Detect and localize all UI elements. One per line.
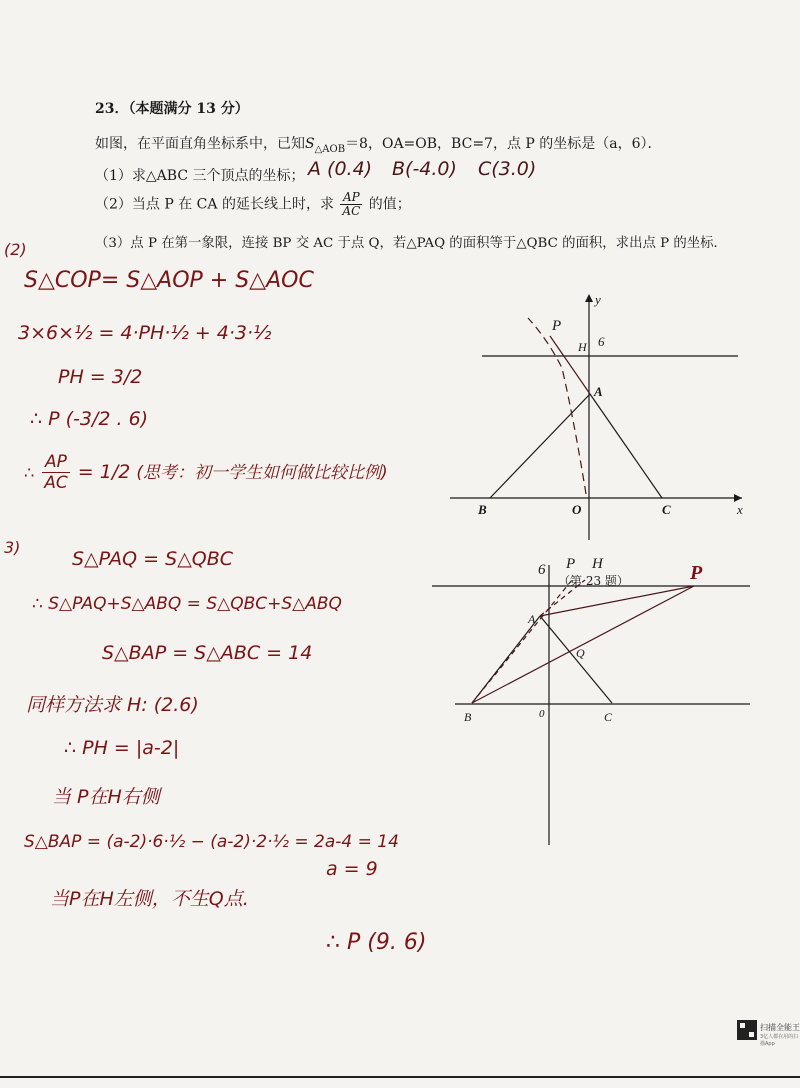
part2-line5: ∴ $\frac{AP}{AC}$ = 1/2 (思考：初一学生如何做比较比例) <box>24 452 388 493</box>
part2-frac-num: AP <box>42 452 70 473</box>
fig1-label-a: A <box>594 384 603 399</box>
fig2-label-p-right: P <box>690 562 703 584</box>
fig1-label-h: H <box>578 340 587 354</box>
fig2-label-q: Q <box>576 646 585 660</box>
figure-1 <box>450 294 742 540</box>
watermark-text: 扫描全能王 <box>760 1023 800 1032</box>
fig2-label-c: C <box>604 710 613 724</box>
q2-denominator: AC <box>342 204 361 218</box>
part3-l3: S△BAP = S△ABC = 14 <box>102 642 313 664</box>
fig2-label-6: 6 <box>538 562 546 578</box>
qr-code-icon <box>737 1020 757 1040</box>
problem-heading: 23．（本题满分 13 分） <box>95 101 249 117</box>
part2-line3: PH = 3/2 <box>58 366 143 388</box>
fig1-x-arrow <box>734 494 742 502</box>
fig1-label-x: x <box>737 502 743 517</box>
fig2-label-b: B <box>464 710 472 724</box>
fig2-label-o: 0 <box>539 708 545 720</box>
part3-tag: 3) <box>4 538 21 557</box>
q2-numerator: AP <box>340 191 362 205</box>
part3-l10: ∴ P (9. 6) <box>326 930 427 955</box>
fig2-caption: （第 23 题） <box>558 574 629 588</box>
part2-line2: 3×6×½ = 4·PH·½ + 4·3·½ <box>18 322 272 344</box>
fig1-label-y: y <box>595 292 601 307</box>
fig2-label-h: H <box>592 556 603 572</box>
part2-note: (思考：初一学生如何做比较比例) <box>136 463 388 483</box>
fig2-segment-ba <box>472 616 540 703</box>
fig1-segment-ba <box>490 394 590 498</box>
question-1: （1）求△ABC 三个顶点的坐标； <box>95 168 305 184</box>
fig2-label-a: A <box>528 612 536 626</box>
part2-line1: S△COP= S△AOP + S△AOC <box>24 268 314 293</box>
part3-l6: 当 P在H右侧 <box>52 786 160 808</box>
area-subscript: △AOB <box>314 143 346 155</box>
fig1-label-c: C <box>662 502 671 517</box>
fig1-label-6: 6 <box>598 334 605 349</box>
part3-l2: ∴ S△PAQ+S△ABQ = S△QBC+S△ABQ <box>32 594 342 614</box>
statement-suffix: ＝8，OA=OB，BC=7，点 P 的坐标是（a，6）． <box>345 136 662 152</box>
statement-prefix: 如图，在平面直角坐标系中，已知 <box>95 136 305 152</box>
part3-l1: S△PAQ = S△QBC <box>72 548 234 570</box>
fig1-label-b: B <box>478 502 487 517</box>
fig1-y-arrow <box>585 294 593 302</box>
fig1-segment-ac <box>590 394 662 498</box>
part2-line4: ∴ P (-3/2 . 6) <box>30 408 149 430</box>
answer-c: C(3.0) <box>478 158 537 180</box>
fig1-label-p: P <box>552 318 562 334</box>
fig2-segment-bp <box>472 586 694 703</box>
bottom-rule <box>0 1076 800 1078</box>
q2-suffix: 的值； <box>368 196 411 213</box>
part3-l4: 同样方法求 H: (2.6) <box>26 694 199 716</box>
fig2-label-p: P <box>566 556 576 572</box>
part2-frac-eq: = 1/2 <box>77 461 131 483</box>
figure-2 <box>432 565 750 845</box>
fig1-label-o: O <box>572 502 582 517</box>
part3-l5: ∴ PH = |a-2| <box>64 737 180 759</box>
question-3: （3）点 P 在第一象限，连接 BP 交 AC 于点 Q，若△PAQ 的面积等于△QBC 的面积，求出点 P 的坐标． <box>95 236 727 251</box>
part3-l8: a = 9 <box>326 858 378 880</box>
part3-l7: S△BAP = (a-2)·6·½ − (a-2)·2·½ = 2a-4 = 14 <box>24 832 399 852</box>
answer-b: B(-4.0) <box>392 158 457 180</box>
q2-prefix: （2）当点 P 在 CA 的延长线上时，求 <box>95 196 334 213</box>
watermark-subtext: 3亿人都在用的扫描App <box>760 1034 799 1047</box>
part3-l9: 当P在H左侧，不生Q点. <box>50 888 249 910</box>
area-symbol: S <box>305 136 315 152</box>
part2-tag: (2) <box>4 240 27 259</box>
answer-a: A (0.4) <box>308 158 373 180</box>
part2-frac-den: AC <box>44 473 68 493</box>
